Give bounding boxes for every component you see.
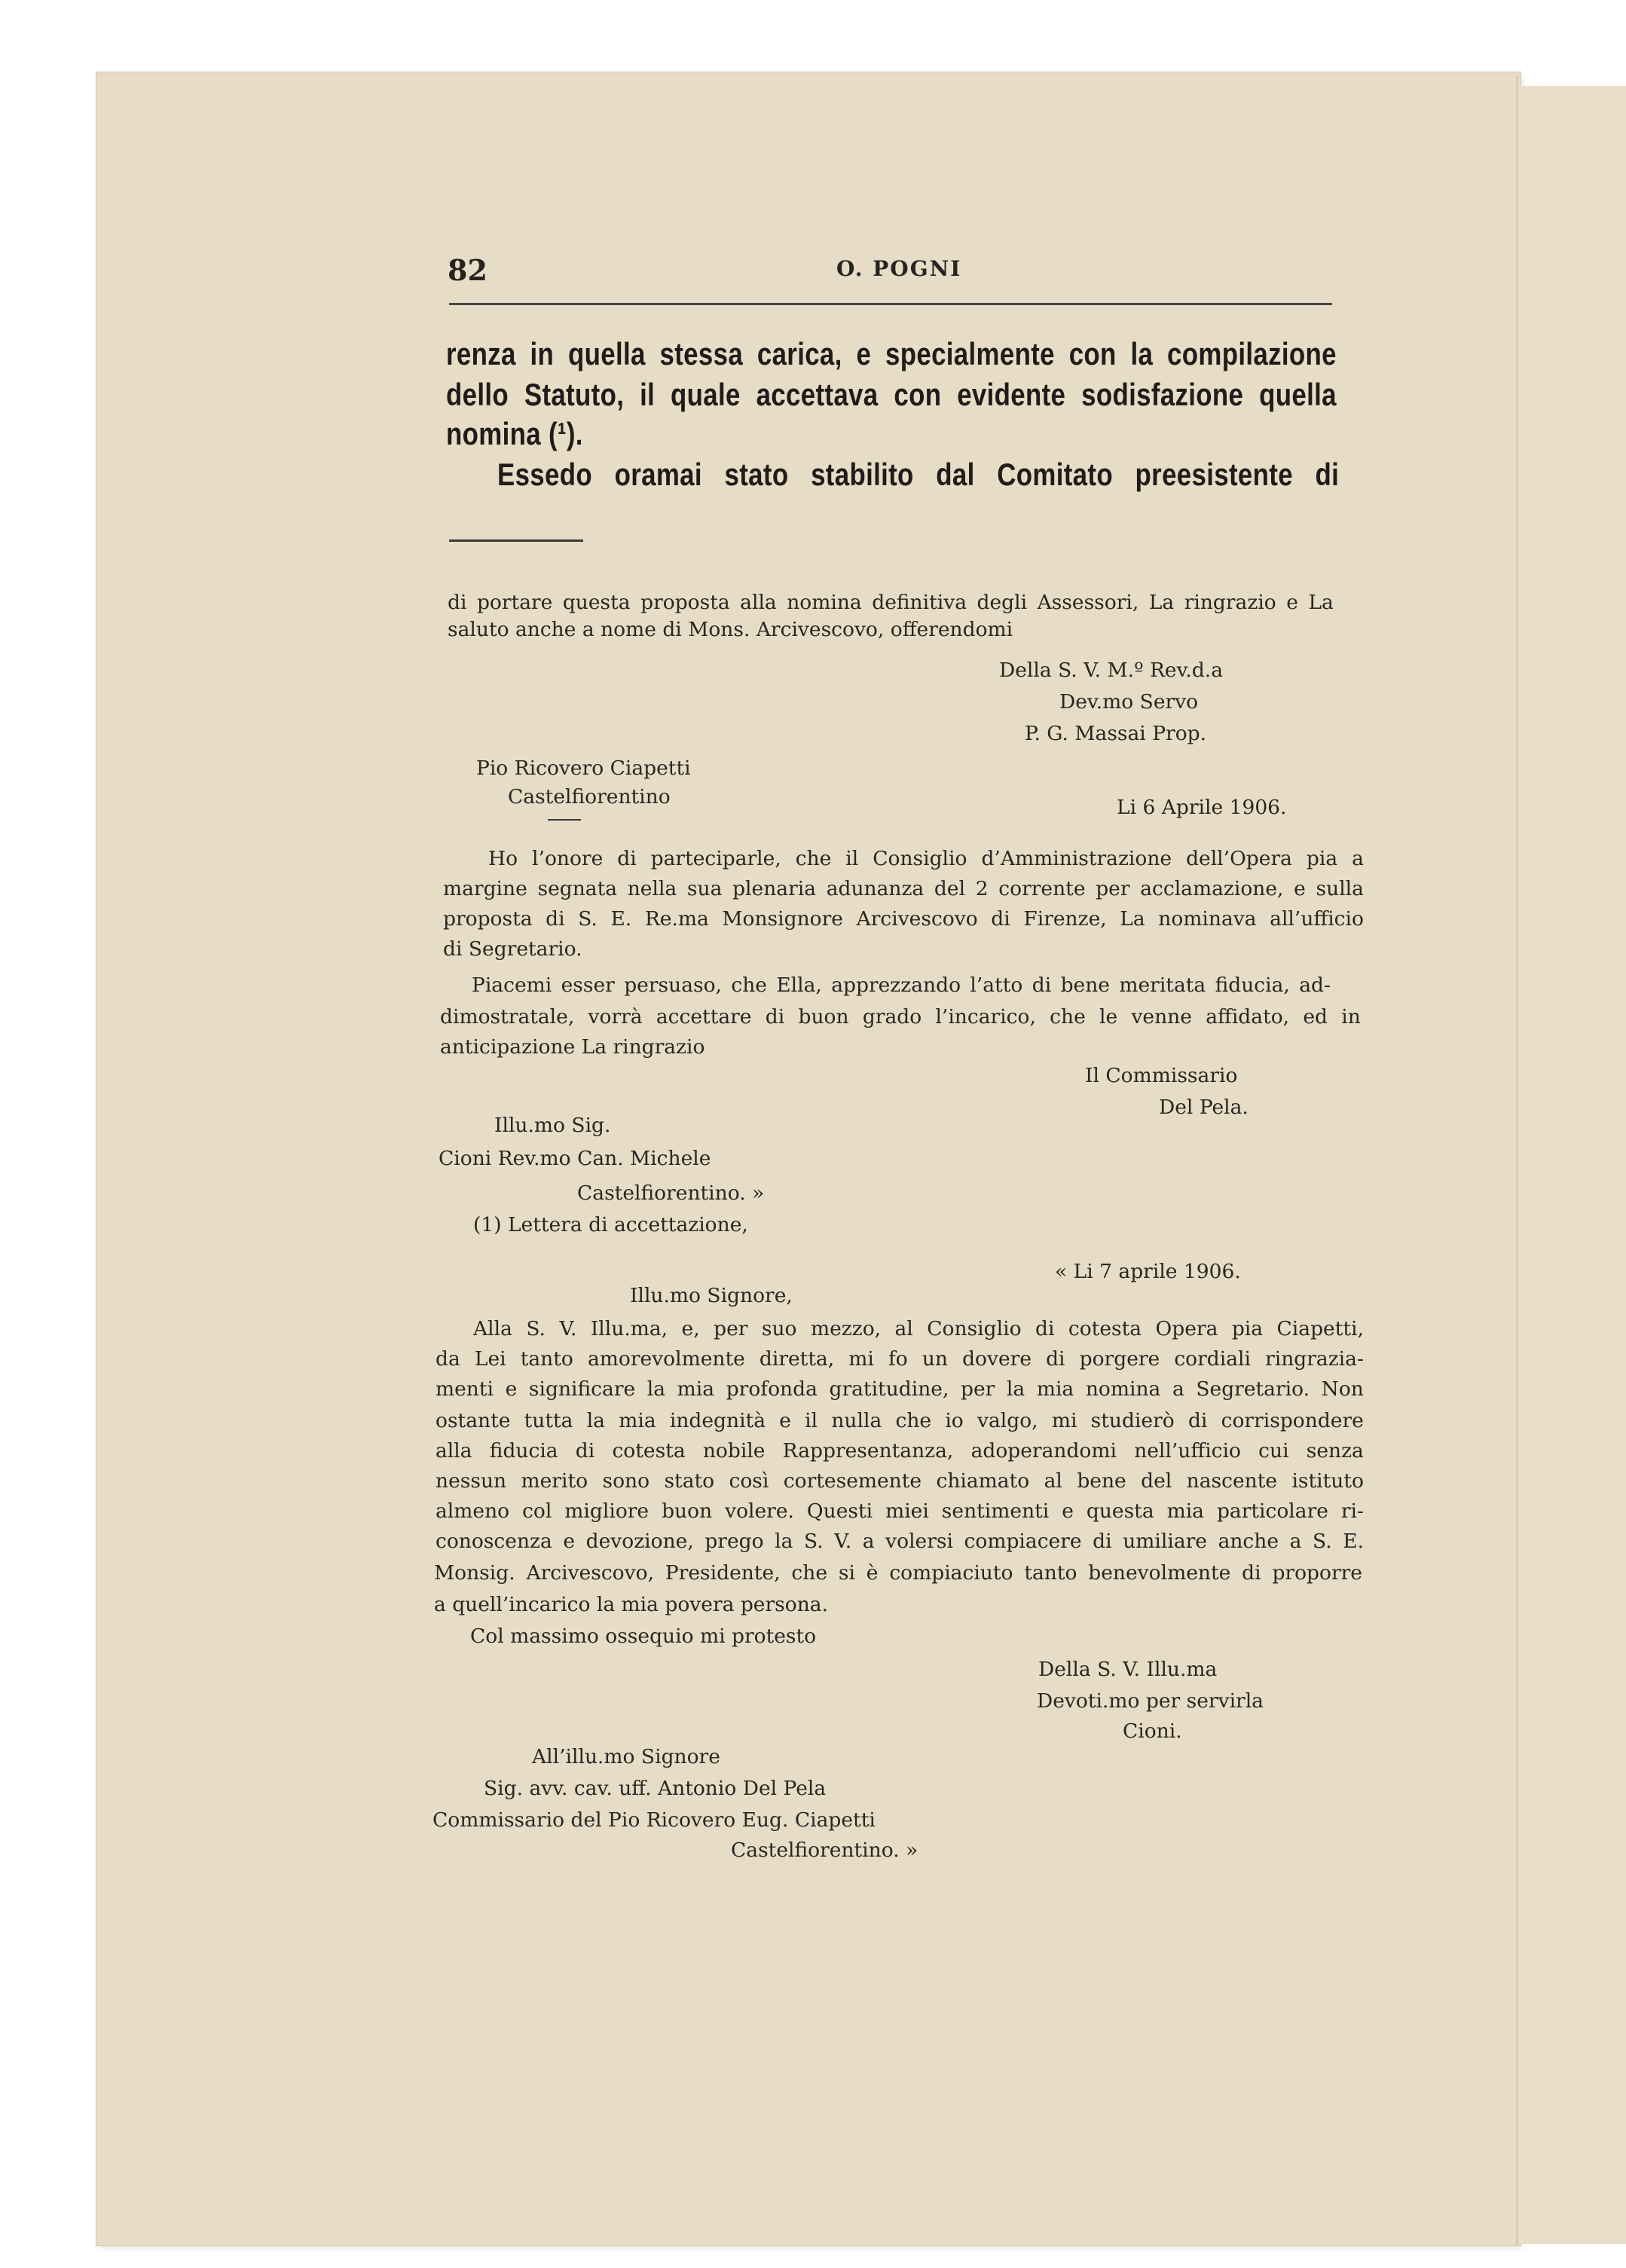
letter3-signature: Cioni. — [1123, 1719, 1182, 1743]
word: oramai — [614, 457, 702, 492]
word: quella — [567, 336, 646, 371]
word: buon — [662, 1499, 713, 1523]
word: che — [795, 847, 832, 870]
word: dell’Opera — [1186, 847, 1292, 870]
word: il — [845, 847, 859, 870]
word: la — [1130, 336, 1154, 371]
word: Arcivescovo — [856, 907, 978, 931]
word: che — [895, 1409, 932, 1432]
word: tanto — [1024, 1561, 1077, 1585]
letter1-closing: Della S. V. M.º Rev.d.a — [999, 659, 1224, 682]
word: alla — [436, 1439, 472, 1463]
word: degli — [977, 591, 1028, 614]
word: così — [729, 1469, 769, 1493]
running-title: O. POGNI — [836, 256, 962, 281]
word: significare — [528, 1377, 636, 1401]
word: esser — [561, 974, 615, 997]
word: di — [546, 907, 565, 931]
word: porgere — [1079, 1347, 1160, 1371]
word: al — [1044, 1469, 1062, 1493]
word: e — [856, 336, 872, 371]
word: devozione, — [585, 1530, 694, 1553]
word: mezzo, — [810, 1317, 882, 1340]
word: Piacemi — [472, 974, 552, 997]
letter2-addressee: Cioni Rev.mo Can. Michele — [439, 1147, 711, 1170]
word: Assessori, — [1037, 591, 1139, 614]
word: all’ufficio — [1270, 907, 1364, 931]
word: preesistente — [1135, 457, 1293, 492]
word: e — [1294, 877, 1306, 900]
word: cortesemente — [783, 1469, 922, 1493]
word: alla — [740, 591, 777, 614]
word: l’incarico, — [935, 1005, 1036, 1029]
word: vorrà — [588, 1005, 643, 1029]
word: nascente — [1186, 1469, 1278, 1493]
word: stato — [724, 457, 789, 492]
word: cotesta — [1068, 1317, 1142, 1340]
word: il — [640, 377, 656, 412]
word: Re.ma — [644, 907, 709, 931]
word: di — [1315, 457, 1340, 492]
word: ad- — [1299, 974, 1331, 997]
word: e — [1062, 1499, 1074, 1523]
word: stato — [664, 1469, 715, 1493]
word: S. — [1313, 1530, 1332, 1553]
word: Monsignore — [722, 907, 843, 931]
word: compilazione — [1167, 336, 1337, 371]
word: proporre — [1272, 1561, 1362, 1585]
word: e — [505, 1377, 518, 1401]
word: La — [1148, 591, 1175, 614]
letter2-addressee: Castelfiorentino. » — [577, 1181, 765, 1205]
word: studierò — [1090, 1409, 1175, 1432]
word: mi — [848, 1347, 874, 1371]
word: che — [1050, 1005, 1086, 1029]
word: mia — [1036, 1377, 1074, 1401]
separator-dash — [548, 819, 581, 821]
word: nella — [627, 877, 677, 900]
word: la — [1006, 1377, 1025, 1401]
word: nominava — [1158, 907, 1257, 931]
word: dal — [936, 457, 975, 492]
word: dello — [446, 377, 509, 412]
word: e, — [681, 1317, 700, 1340]
word: diretta, — [759, 1347, 835, 1371]
word: le — [1099, 1005, 1118, 1029]
word: Consiglio — [927, 1317, 1022, 1340]
word: V. — [834, 1530, 852, 1553]
word: istituto — [1291, 1469, 1364, 1493]
word: a — [862, 1530, 875, 1553]
word: valgo, — [977, 1409, 1038, 1432]
word: accettare — [656, 1005, 752, 1029]
word: e — [1286, 591, 1298, 614]
word: d’Amministrazione — [981, 847, 1172, 870]
word: La — [1120, 907, 1145, 931]
word: suo — [761, 1317, 797, 1340]
word: ringrazia- — [1265, 1347, 1364, 1371]
word: ostante — [436, 1409, 511, 1432]
main-text-line — [446, 377, 1337, 413]
word: sua — [686, 877, 723, 900]
word: profonda — [726, 1377, 818, 1401]
word: particolare — [1216, 1499, 1328, 1523]
word: Arcivescovo, — [526, 1561, 654, 1585]
word: con — [894, 377, 942, 412]
letter3-addressee: Commissario del Pio Ricovero Eug. Ciapetti — [432, 1808, 876, 1832]
word: volere. — [725, 1499, 794, 1523]
footnote-line: a quell’incarico la mia povera persona. — [434, 1593, 828, 1616]
word: di — [1032, 974, 1052, 997]
word: Presidente, — [665, 1561, 781, 1585]
word: 2 — [975, 877, 989, 900]
footnote-line — [434, 1561, 1362, 1585]
footnote-line — [448, 591, 1334, 614]
word: carica, — [756, 336, 842, 371]
word: corrente — [998, 877, 1086, 900]
word: migliore — [564, 1499, 649, 1523]
footnote-line — [436, 1347, 1364, 1371]
word: Questi — [806, 1499, 873, 1523]
word: che — [731, 974, 767, 997]
letter2-addressee: Illu.mo Sig. — [494, 1114, 611, 1137]
word: benevolmente — [1088, 1561, 1231, 1585]
word: stessa — [659, 336, 744, 371]
letter2-signature: Il Commissario — [1085, 1064, 1238, 1087]
word: almeno — [436, 1499, 510, 1523]
footnote-rule — [449, 539, 583, 542]
word: ri- — [1340, 1499, 1364, 1523]
main-text-line: nomina (¹). — [446, 416, 583, 451]
word: Ella, — [776, 974, 822, 997]
word: dimostratale, — [440, 1005, 575, 1029]
word: stabilito — [811, 457, 914, 492]
word: fiducia — [489, 1439, 558, 1463]
letter1-signature: P. G. Massai Prop. — [1025, 722, 1207, 745]
word: questa — [1086, 1499, 1154, 1523]
word: proposta — [443, 907, 533, 931]
word: miei — [885, 1499, 929, 1523]
word: meritata — [1119, 974, 1206, 997]
word: sentimenti — [941, 1499, 1050, 1523]
word: ed — [1303, 1005, 1328, 1029]
footnote-line — [443, 877, 1364, 900]
word: chiamato — [936, 1469, 1030, 1493]
word: parteciparle, — [650, 847, 781, 870]
word: quale — [671, 377, 741, 412]
footnote-line: anticipazione La ringrazio — [440, 1035, 705, 1059]
word: io — [945, 1409, 964, 1432]
word: specialmente — [885, 336, 1055, 371]
word: grado — [862, 1005, 922, 1029]
letter3-addressee: All’illu.mo Signore — [532, 1745, 720, 1768]
word: Monsig. — [434, 1561, 515, 1585]
word: quella — [1259, 377, 1337, 412]
word: fiducia, — [1215, 974, 1290, 997]
word: tanto — [520, 1347, 573, 1371]
word: S. — [804, 1530, 824, 1553]
letter1-sender-place: Castelfiorentino — [508, 785, 671, 808]
letter3-closing: Della S. V. Illu.ma — [1038, 1658, 1218, 1681]
word: margine — [443, 877, 527, 900]
word: ringrazio — [1184, 591, 1276, 614]
word: corrispondere — [1221, 1409, 1364, 1432]
word: plenaria — [732, 877, 817, 900]
word: bene — [1077, 1469, 1126, 1493]
word: mia — [677, 1377, 715, 1401]
word: portare — [476, 591, 553, 614]
footnote-line — [436, 1439, 1364, 1463]
page-fold-line — [1516, 75, 1518, 2245]
word: Essedo — [497, 457, 593, 492]
word: Non — [1321, 1377, 1364, 1401]
letter2-signature: Del Pela. — [1159, 1096, 1249, 1119]
word: tutta — [524, 1409, 573, 1432]
word: di — [1093, 1530, 1112, 1553]
word: nessun — [436, 1469, 507, 1493]
word: definitiva — [872, 591, 967, 614]
word: per — [960, 1377, 995, 1401]
footnote-line — [443, 907, 1364, 931]
word: la — [646, 1377, 666, 1401]
word: nell’ufficio — [1134, 1439, 1241, 1463]
word: Firenze, — [1023, 907, 1107, 931]
word: di — [617, 847, 637, 870]
word: che — [791, 1561, 828, 1585]
word: adunanza — [826, 877, 925, 900]
footnote-line — [440, 1005, 1361, 1029]
word: di — [991, 907, 1010, 931]
word: di — [1187, 1409, 1208, 1432]
word: senza — [1306, 1439, 1364, 1463]
word: Ho — [488, 847, 518, 870]
word: mia — [619, 1409, 656, 1432]
letter3-addressee: Sig. avv. cav. uff. Antonio Del Pela — [484, 1777, 827, 1800]
word: apprezzando — [831, 974, 961, 997]
footnote-line: Col massimo ossequio mi protesto — [470, 1625, 817, 1648]
word: e — [779, 1409, 791, 1432]
word: e — [563, 1530, 576, 1553]
word: a — [1172, 1377, 1184, 1401]
letter1-sender: Pio Ricovero Ciapetti — [476, 757, 691, 780]
word: per — [1096, 877, 1130, 900]
word: la — [586, 1409, 605, 1432]
word: S. — [578, 907, 598, 931]
word: sulla — [1316, 877, 1364, 900]
word: è — [866, 1561, 879, 1585]
word: bene — [1060, 974, 1110, 997]
word: in — [1341, 1005, 1361, 1029]
word: E. — [610, 907, 632, 931]
letter3-date: « Li 7 aprile 1906. — [1055, 1260, 1241, 1283]
word: prego — [704, 1530, 764, 1553]
word: Illu.ma, — [590, 1317, 668, 1340]
word: cui — [1258, 1439, 1289, 1463]
word: questa — [562, 591, 631, 614]
letter3-closing: Devoti.mo per servirla — [1037, 1689, 1264, 1713]
word: E. — [1343, 1530, 1364, 1553]
word: evidente — [957, 377, 1066, 412]
footnote-line — [436, 1530, 1364, 1553]
word: buon — [798, 1005, 849, 1029]
footnote-line — [472, 974, 1331, 997]
word: per — [714, 1317, 748, 1340]
word: di — [448, 591, 467, 614]
word: sono — [602, 1469, 650, 1493]
word: segnata — [537, 877, 618, 900]
word: S. — [526, 1317, 546, 1340]
word: Statuto, — [524, 377, 625, 412]
letter1-closing: Dev.mo Servo — [1059, 690, 1199, 714]
word: Segretario. — [1196, 1377, 1310, 1401]
word: al — [894, 1317, 913, 1340]
word: l’onore — [532, 847, 604, 870]
word: di — [575, 1439, 595, 1463]
word: sodisfazione — [1081, 377, 1244, 412]
word: un — [922, 1347, 948, 1371]
word: la — [775, 1530, 793, 1553]
word: del — [1141, 1469, 1172, 1493]
word: con — [1068, 336, 1117, 371]
word: di — [1242, 1561, 1261, 1585]
word: persuaso, — [624, 974, 722, 997]
word: compiaciuto — [889, 1561, 1013, 1585]
footnote-line — [436, 1377, 1364, 1401]
word: a — [1352, 847, 1364, 870]
word: Ciapetti, — [1276, 1317, 1364, 1340]
word: si — [838, 1561, 855, 1585]
header-rule — [449, 303, 1332, 305]
word: di — [765, 1005, 785, 1029]
word: indegnità — [669, 1409, 766, 1432]
footnote-line — [473, 1317, 1364, 1340]
word: a — [1289, 1530, 1302, 1553]
word: nomina — [1085, 1377, 1161, 1401]
word: proposta — [640, 591, 730, 614]
word: pia — [1231, 1317, 1264, 1340]
word: Consiglio — [873, 847, 967, 870]
footnote-line: di Segretario. — [443, 937, 582, 961]
word: menti — [436, 1377, 494, 1401]
word: Alla — [473, 1317, 512, 1340]
word: amorevolmente — [587, 1347, 745, 1371]
word: dovere — [962, 1347, 1032, 1371]
word: conoscenza — [436, 1530, 552, 1553]
word: compiacere — [964, 1530, 1082, 1553]
page-number: 82 — [448, 253, 487, 287]
word: acclamazione, — [1140, 877, 1284, 900]
word: venne — [1131, 1005, 1192, 1029]
word: Rappresentanza, — [782, 1439, 954, 1463]
word: l’atto — [970, 974, 1023, 997]
word: volersi — [885, 1530, 953, 1553]
footnote-line: saluto anche a nome di Mons. Arcivescovo, offerendomi — [448, 618, 1013, 641]
word: Lei — [474, 1347, 506, 1371]
word: da — [436, 1347, 460, 1371]
footnote-marker: (1) Lettera di accettazione, — [473, 1213, 748, 1236]
word: cordiali — [1174, 1347, 1251, 1371]
main-text-line — [446, 336, 1337, 372]
word: gratitudine, — [829, 1377, 949, 1401]
word: umiliare — [1123, 1530, 1207, 1553]
letter1-date: Li 6 Aprile 1906. — [1117, 796, 1287, 819]
word: mi — [1051, 1409, 1077, 1432]
word: nobile — [702, 1439, 766, 1463]
word: affidato, — [1206, 1005, 1290, 1029]
main-text-line — [497, 457, 1339, 493]
word: La — [1308, 591, 1334, 614]
word: di — [1035, 1317, 1055, 1340]
word: col — [522, 1499, 552, 1523]
word: renza — [446, 336, 516, 371]
word: in — [530, 336, 555, 371]
word: Opera — [1155, 1317, 1218, 1340]
footnote-line — [488, 847, 1364, 870]
adjacent-page-edge — [1519, 86, 1626, 2244]
word: del — [934, 877, 966, 900]
word: cotesta — [612, 1439, 686, 1463]
word: fo — [888, 1347, 908, 1371]
word: Comitato — [997, 457, 1113, 492]
word: merito — [521, 1469, 588, 1493]
footnote-line — [436, 1409, 1364, 1432]
word: pia — [1306, 847, 1338, 870]
word: il — [805, 1409, 818, 1432]
word: mia — [1166, 1499, 1204, 1523]
word: anche — [1218, 1530, 1279, 1553]
footnote-line — [436, 1499, 1364, 1523]
word: adoperandomi — [970, 1439, 1117, 1463]
word: nulla — [831, 1409, 882, 1432]
word: nomina — [787, 591, 862, 614]
footnote-line — [436, 1469, 1364, 1493]
word: accettava — [756, 377, 879, 412]
letter3-addressee: Castelfiorentino. » — [731, 1839, 918, 1862]
word: di — [1046, 1347, 1065, 1371]
letter3-salutation: Illu.mo Signore, — [630, 1284, 793, 1307]
word: V. — [559, 1317, 577, 1340]
